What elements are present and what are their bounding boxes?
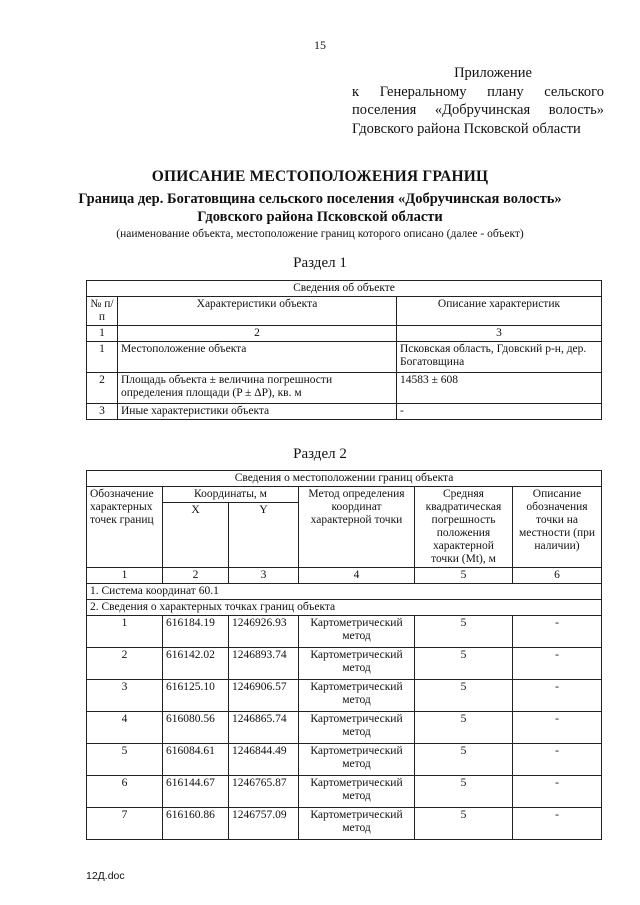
table-row	[87, 342, 602, 373]
appendix-line-3: поселения «Добручинская волость»	[352, 102, 604, 118]
point-id: 1	[87, 616, 163, 648]
row-num: 1	[87, 342, 118, 373]
row-characteristic: Площадь объекта ± величина погрешности определения площади (P ± ΔP), кв. м	[118, 373, 397, 404]
col-index: 3	[229, 568, 299, 584]
point-y: 1246865.74	[229, 712, 299, 744]
table-row	[87, 373, 602, 404]
col-index: 2	[163, 568, 229, 584]
col-index: 1	[87, 568, 163, 584]
point-method: Картометрический метод	[299, 648, 415, 680]
point-error: 5	[415, 776, 513, 808]
point-error: 5	[415, 648, 513, 680]
header-num: № п/п	[87, 297, 118, 326]
table-row	[87, 648, 602, 680]
table-row	[87, 808, 602, 840]
row-characteristic: Иные характеристики объекта	[118, 404, 397, 420]
point-x: 616080.56	[163, 712, 229, 744]
point-error: 5	[415, 808, 513, 840]
point-y: 1246893.74	[229, 648, 299, 680]
table-row	[87, 712, 602, 744]
col-index: 4	[299, 568, 415, 584]
table-row	[87, 776, 602, 808]
table-row	[87, 404, 602, 420]
point-id: 7	[87, 808, 163, 840]
row-description: -	[397, 404, 602, 420]
page-number: 15	[314, 38, 326, 52]
col-index: 6	[513, 568, 602, 584]
header-x: X	[163, 503, 229, 568]
header-point: Обозначение характерных точек границ	[87, 487, 163, 568]
appendix-line-2: к Генеральному плану сельского	[352, 83, 604, 100]
point-x: 616125.10	[163, 680, 229, 712]
row-description: 14583 ± 608	[397, 373, 602, 404]
point-x: 616144.67	[163, 776, 229, 808]
row-description: Псковская область, Гдовский р-н, дер. Богатовщина	[397, 342, 602, 373]
footer-filename: 12Д.doc	[86, 870, 125, 882]
header-method: Метод определения координат характерной точки	[299, 487, 415, 568]
point-marking: -	[513, 808, 602, 840]
header-description: Описание характеристик	[397, 297, 602, 326]
header-coords: Координаты, м	[163, 487, 299, 503]
point-marking: -	[513, 616, 602, 648]
section-2-title: Раздел 2	[293, 446, 347, 462]
table-caption: Сведения об объекте	[87, 281, 602, 297]
point-id: 3	[87, 680, 163, 712]
header-error: Средняя квадратическая погрешность положения характерной точки (Mt), м	[415, 487, 513, 568]
appendix-line-1: Приложение	[454, 65, 532, 81]
point-id: 2	[87, 648, 163, 680]
point-method: Картометрический метод	[299, 616, 415, 648]
document-subtitle-1: Граница дер. Богатовщина сельского поселения «Добручинская волость»	[78, 191, 562, 207]
point-error: 5	[415, 744, 513, 776]
point-method: Картометрический метод	[299, 776, 415, 808]
point-method: Картометрический метод	[299, 680, 415, 712]
point-error: 5	[415, 680, 513, 712]
point-y: 1246926.93	[229, 616, 299, 648]
table-caption: Сведения о местоположении границ объекта	[87, 471, 602, 487]
col-index: 5	[415, 568, 513, 584]
point-x: 616084.61	[163, 744, 229, 776]
table-row	[87, 680, 602, 712]
point-error: 5	[415, 712, 513, 744]
col-index: 2	[118, 326, 397, 342]
point-id: 5	[87, 744, 163, 776]
row-characteristic: Местоположение объекта	[118, 342, 397, 373]
document-title: ОПИСАНИЕ МЕСТОПОЛОЖЕНИЯ ГРАНИЦ	[151, 168, 489, 185]
point-y: 1246844.49	[229, 744, 299, 776]
point-x: 616160.86	[163, 808, 229, 840]
document-subtitle-2: Гдовского района Псковской области	[197, 209, 443, 225]
coordinate-system: 1. Система координат 60.1	[87, 584, 602, 600]
appendix-note	[352, 64, 604, 138]
point-marking: -	[513, 648, 602, 680]
point-x: 616184.19	[163, 616, 229, 648]
point-y: 1246757.09	[229, 808, 299, 840]
point-id: 6	[87, 776, 163, 808]
row-num: 2	[87, 373, 118, 404]
point-y: 1246906.57	[229, 680, 299, 712]
point-y: 1246765.87	[229, 776, 299, 808]
point-marking: -	[513, 680, 602, 712]
header-characteristic: Характеристики объекта	[118, 297, 397, 326]
document-note: (наименование объекта, местоположение границ которого описано (далее - объект)	[116, 228, 524, 240]
boundary-points-table	[86, 470, 602, 840]
points-title: 2. Сведения о характерных точках границ объекта	[87, 600, 602, 616]
section-1-title: Раздел 1	[293, 255, 347, 271]
header-y: Y	[229, 503, 299, 568]
point-id: 4	[87, 712, 163, 744]
point-method: Картометрический метод	[299, 744, 415, 776]
appendix-line-4: Гдовского района Псковской области	[352, 120, 581, 137]
object-info-table	[86, 280, 602, 420]
col-index: 3	[397, 326, 602, 342]
point-marking: -	[513, 744, 602, 776]
point-marking: -	[513, 776, 602, 808]
title-block	[0, 168, 640, 240]
row-num: 3	[87, 404, 118, 420]
table-row	[87, 616, 602, 648]
point-marking: -	[513, 712, 602, 744]
table-row	[87, 744, 602, 776]
point-x: 616142.02	[163, 648, 229, 680]
header-marking: Описание обозначения точки на местности (при наличии)	[513, 487, 602, 568]
point-method: Картометрический метод	[299, 808, 415, 840]
point-method: Картометрический метод	[299, 712, 415, 744]
col-index: 1	[87, 326, 118, 342]
point-error: 5	[415, 616, 513, 648]
